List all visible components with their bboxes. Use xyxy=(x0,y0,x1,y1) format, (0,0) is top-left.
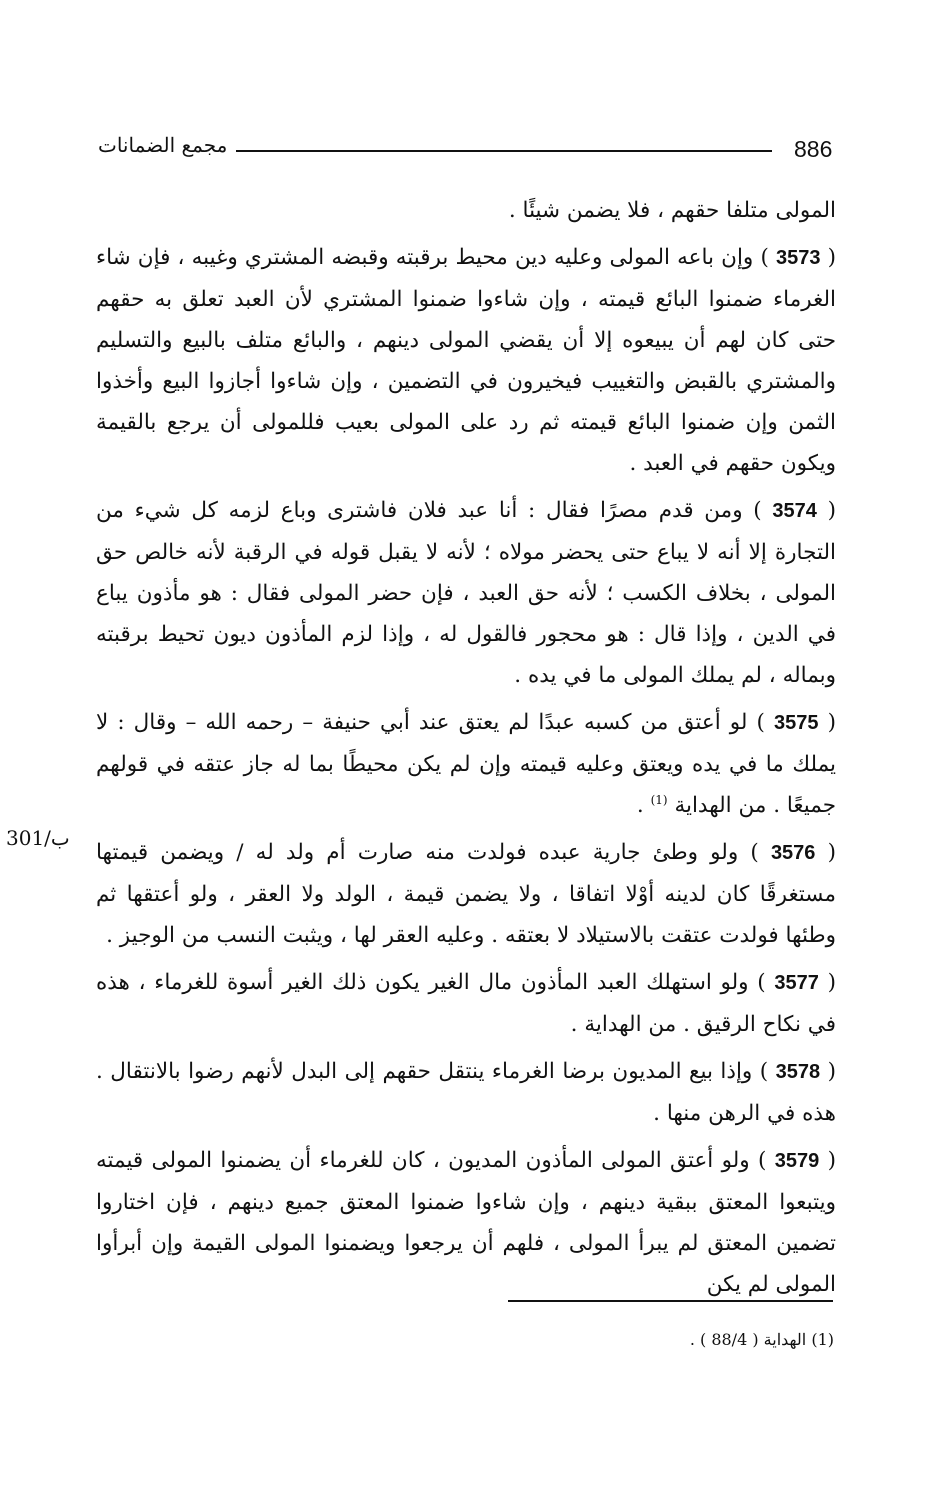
paragraph-number: 3575 xyxy=(774,712,819,734)
header-rule xyxy=(236,150,772,152)
paragraph-3577: ( 3577 ) ولو استهلك العبد المأذون مال الغير يكون ذلك الغير أسوة للغرماء ، هذه في نكاح الرقيق . من الهداية . xyxy=(96,970,836,1037)
paragraph-3573: ( 3573 ) وإن باعه المولى وعليه دين محيط برقبته وقبضه المشتري وغيبه ، فإن شاء الغرماء ضمنوا البائع قيمته ، وإن شاءوا ضمنوا المشتري لأن العبد تعلق به حقهم حتى كان لهم أن يبيعوه إلا أن يقضي المولى دينهم ، والبائع متلف بالبيع والتسليم والمشتري بالقبض والتغييب فيخيرون في التضمين ، وإن شاءوا أجازوا البيع وأخذوا الثمن وإن ضمنوا البائع قيمته ثم رد على المولى بعيب فللمولى أن يرجع بالقيمة ويكون حقهم في العبد . xyxy=(96,245,836,476)
footnote-reference: (1) xyxy=(650,792,668,807)
paragraph-number: 3574 xyxy=(772,500,817,522)
paragraph-3579: ( 3579 ) ولو أعتق المولى المأذون المديون ، كان للغرماء أن يضمنوا المولى قيمته ويتبعوا المعتق ببقية دينهم ، وإن شاءوا ضمنوا المعتق جميع دينهم ، فإن اختاروا تضمين المعتق لم يبرأ المولى ، فلهم أن يرجعوا ويضمنوا المولى القيمة وإن أبرأوا المولى لم يكن xyxy=(96,1148,836,1297)
body-text xyxy=(96,190,836,1311)
page-number: 886 xyxy=(794,136,833,162)
running-title: مجمع الضمانات xyxy=(98,133,228,157)
paragraph-3575: ( 3575 ) لو أعتق من كسبه عبدًا لم يعتق عند أبي حنيفة – رحمه الله – وقال : لا يملك ما في يده ويعتق وعليه قيمته وإن لم يكن محيطًا بما له جاز عتقه في قولهم جميعًا . من الهداية $^{(1)}$ . xyxy=(96,710,836,818)
paragraph-text: ولو أعتق المولى المأذون المديون ، كان للغرماء أن يضمنوا المولى قيمته ويتبعوا المعتق ببقية دينهم ، وإن شاءوا ضمنوا المعتق جميع دينهم ، فإن اختاروا تضمين المعتق لم يبرأ المولى ، فلهم أن يرجعوا ويضمنوا المولى القيمة وإن أبرأوا المولى لم يكن xyxy=(96,1148,836,1297)
paragraph-text: وإذا بيع المديون برضا الغرماء ينتقل حقهم إلى البدل لأنهم رضوا بالانتقال . هذه في الرهن منها . xyxy=(96,1059,836,1126)
paragraph-3574: ( 3574 ) ومن قدم مصرًا فقال : أنا عبد فلان فاشترى وباع لزمه كل شيء من التجارة إلا أنه لا يباع حتى يحضر مولاه ؛ لأنه لا يقبل قوله في الرقبة لأنه خالص حق المولى ، بخلاف الكسب ؛ لأنه حق العبد ، فإن حضر المولى فقال : هو مأذون يباع في الدين ، وإذا قال : هو محجور فالقول له ، وإذا لزم المأذون ديون تحيط برقبته وبماله ، لم يملك المولى ما في يده . xyxy=(96,498,836,688)
paragraph-text: ولو وطئ جارية عبده فولدت منه صارت أم ولد له / ويضمن قيمتها مستغرقًا كان لدينه أوْلا اتفاقا ، ولا يضمن قيمة ، الولد ولا العقر ، ولو أعتقها ثم وطئها فولدت عتقت بالاستيلاد لا بعتقه . وعليه العقر لها ، ويثبت النسب من الوجيز . xyxy=(96,840,836,948)
paragraph-text: المولى متلفا حقهم ، فلا يضمن شيئًا . xyxy=(508,198,836,223)
footnote-rule xyxy=(508,1300,833,1302)
paragraph-number: 3573 xyxy=(775,247,821,269)
paragraph-number: 3578 xyxy=(775,1061,821,1083)
paragraph-3576: ( 3576 ) ولو وطئ جارية عبده فولدت منه صارت أم ولد له / ويضمن قيمتها مستغرقًا كان لدينه أوْلا اتفاقا ، ولا يضمن قيمة ، الولد ولا العقر ، ولو أعتقها ثم وطئها فولدت عتقت بالاستيلاد لا بعتقه . وعليه العقر لها ، ويثبت النسب من الوجيز . xyxy=(96,840,836,948)
footnote: (1) الهداية ( 88/4 ) . xyxy=(689,1330,834,1349)
margin-folio-note: 301/ب xyxy=(6,826,70,850)
paragraph-number: 3579 xyxy=(774,1150,820,1172)
paragraph-number: 3576 xyxy=(770,842,816,864)
paragraph-tail: . xyxy=(636,793,651,818)
paragraph-text: لو أعتق من كسبه عبدًا لم يعتق عند أبي حنيفة – رحمه الله – وقال : لا يملك ما في يده ويعتق وعليه قيمته وإن لم يكن محيطًا بما له جاز عتقه في قولهم جميعًا . من الهداية xyxy=(96,710,836,818)
paragraph-text: وإن باعه المولى وعليه دين محيط برقبته وقبضه المشتري وغيبه ، فإن شاء الغرماء ضمنوا البائع قيمته ، وإن شاءوا ضمنوا المشتري لأن العبد تعلق به حقهم حتى كان لهم أن يبيعوه إلا أن يقضي المولى دينهم ، والبائع متلف بالبيع والتسليم والمشتري بالقبض والتغييب فيخيرون في التضمين ، وإن شاءوا أجازوا البيع وأخذوا الثمن وإن ضمنوا البائع قيمته ثم رد على المولى بعيب فللمولى أن يرجع بالقيمة ويكون حقهم في العبد . xyxy=(96,245,836,476)
paragraph-text: ومن قدم مصرًا فقال : أنا عبد فلان فاشترى وباع لزمه كل شيء من التجارة إلا أنه لا يباع حتى يحضر مولاه ؛ لأنه لا يقبل قوله في الرقبة لأنه خالص حق المولى ، بخلاف الكسب ؛ لأنه حق العبد ، فإن حضر المولى فقال : هو مأذون يباع في الدين ، وإذا قال : هو محجور فالقول له ، وإذا لزم المأذون ديون تحيط برقبته وبماله ، لم يملك المولى ما في يده . xyxy=(96,498,836,688)
paragraph-continuation xyxy=(96,190,836,231)
paragraph-3578: ( 3578 ) وإذا بيع المديون برضا الغرماء ينتقل حقهم إلى البدل لأنهم رضوا بالانتقال . هذه في الرهن منها . xyxy=(96,1059,836,1126)
paragraph-number: 3577 xyxy=(774,972,819,994)
paragraph-text: ولو استهلك العبد المأذون مال الغير يكون ذلك الغير أسوة للغرماء ، هذه في نكاح الرقيق . من الهداية . xyxy=(96,970,836,1037)
